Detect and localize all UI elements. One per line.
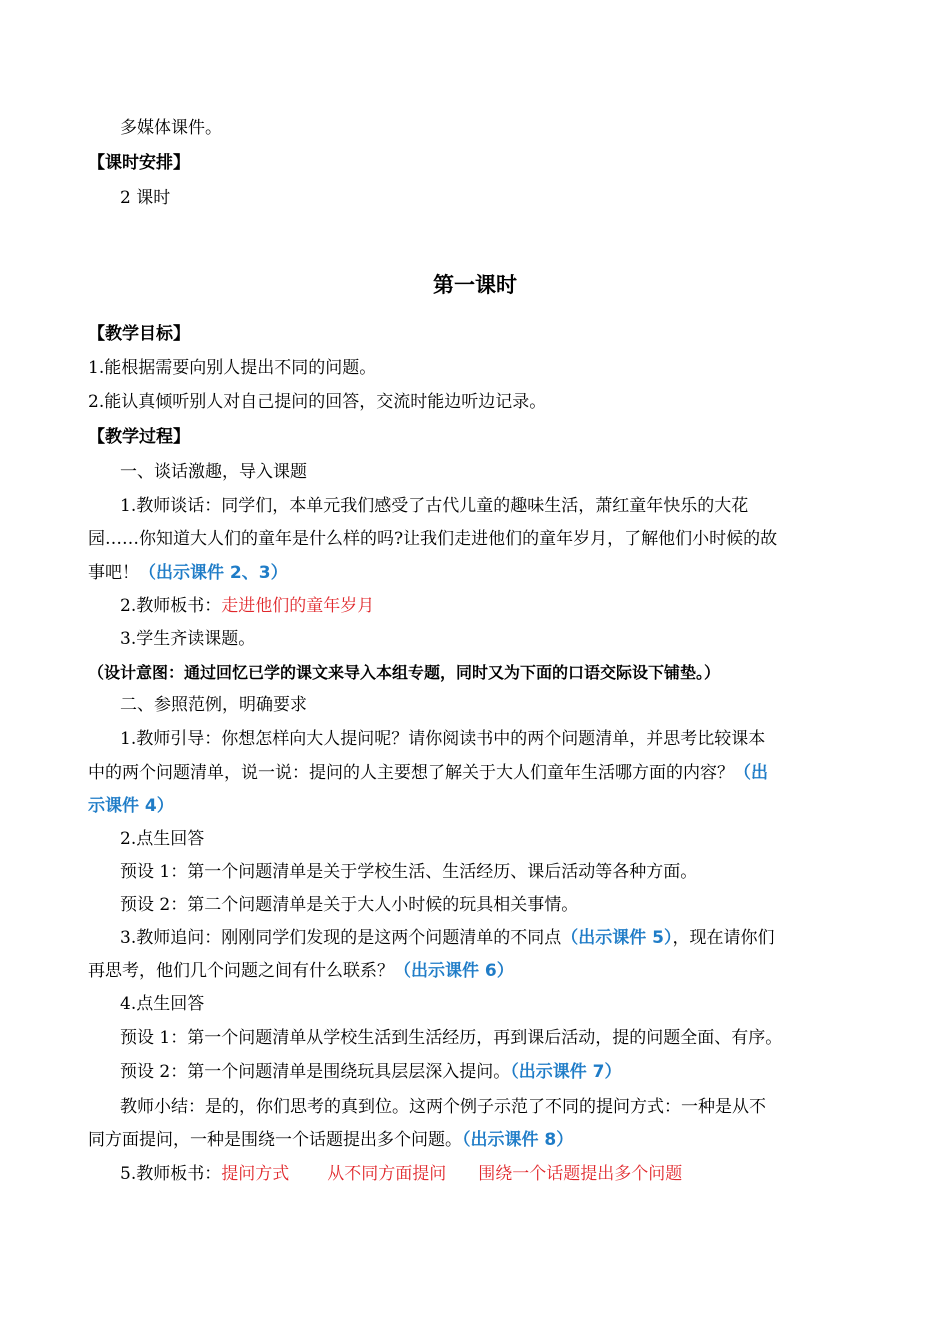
board-label: 2.教师板书：: [120, 596, 222, 616]
section2-p3-line2-text: 再思考，他们几个问题之间有什么联系？: [88, 961, 394, 981]
board-text: 走进他们的童年岁月: [221, 596, 375, 616]
board-label: 5.教师板书：: [120, 1164, 222, 1184]
design-note: （设计意图：通过回忆已学的课文来导入本组专题，同时又为下面的口语交际设下铺垫。）: [88, 663, 721, 682]
section2-p1-line2-text: 中的两个问题清单，说一说：提问的人主要想了解关于大人们童年生活哪方面的内容？: [88, 763, 734, 783]
process-heading: 【教学过程】: [88, 427, 190, 447]
courseware-ref: （出示课件 6）: [394, 961, 514, 981]
summary-line1: 教师小结：是的，你们思考的真到位。这两个例子示范了不同的提问方式：一种是从不: [120, 1097, 766, 1117]
courseware-ref: （出: [734, 763, 768, 783]
section2-p2: 2.点生回答: [120, 829, 205, 849]
section2-p5: [120, 1158, 900, 1191]
section2-p1-line2: [88, 757, 868, 790]
section1-p3: 3.学生齐读课题。: [120, 629, 256, 649]
section2-p4-preset2: [120, 1056, 900, 1089]
summary-line2: [88, 1124, 868, 1157]
courseware-ref: （出示课件 7）: [510, 1062, 622, 1082]
board-text: 围绕一个话题提出多个问题: [478, 1164, 683, 1184]
section2-p2-preset2: 预设 2：第二个问题清单是关于大人小时候的玩具相关事情。: [120, 895, 579, 915]
board-text: 提问方式: [221, 1164, 290, 1184]
summary-line2-text: 同方面提问，一种是围绕一个话题提出多个问题。: [88, 1130, 462, 1150]
section2-p4: 4.点生回答: [120, 994, 205, 1014]
section2-p1-line1: 1.教师引导：你想怎样向大人提问呢？请你阅读书中的两个问题清单，并思考比较课本: [120, 729, 766, 749]
schedule-heading: 【课时安排】: [88, 153, 190, 173]
section1-p1-line1: 1.教师谈话：同学们，本单元我们感受了古代儿童的趣味生活，萧红童年快乐的大花: [120, 496, 749, 516]
courseware-ref: 示课件 4）: [88, 796, 174, 816]
section2-p4-preset2-text: 预设 2：第一个问题清单是围绕玩具层层深入提问。: [120, 1062, 511, 1082]
board-text: 从不同方面提问: [327, 1164, 447, 1184]
section1-title: 一、谈话激趣，导入课题: [120, 462, 307, 482]
section2-p4-preset1: 预设 1：第一个问题清单从学校生活到生活经历，再到课后活动，提的问题全面、有序。: [120, 1028, 783, 1048]
objectives-heading: 【教学目标】: [88, 324, 190, 344]
courseware-ref: （出示课件 8）: [462, 1130, 574, 1150]
section2-p3-line1: [120, 922, 900, 955]
section2-p2-preset1: 预设 1：第一个问题清单是关于学校生活、生活经历、课后活动等各种方面。: [120, 862, 698, 882]
courseware-ref: （出示课件 5）: [561, 928, 673, 948]
objective-item: 1.能根据需要向别人提出不同的问题。: [88, 358, 377, 378]
section2-p3-line2: [88, 955, 868, 988]
section1-p1-line3-text: 事吧！: [88, 563, 139, 583]
section1-p1-line2: 园……你知道大人们的童年是什么样的吗?让我们走进他们的童年岁月，了解他们小时候的故: [88, 529, 778, 549]
section2-title: 二、参照范例，明确要求: [120, 695, 307, 715]
section1-p1-line3: [88, 557, 868, 590]
section1-p2: [120, 590, 900, 623]
materials-text: 多媒体课件。: [120, 118, 222, 138]
objective-item: 2.能认真倾听别人对自己提问的回答，交流时能边听边记录。: [88, 392, 547, 412]
lesson-title: 第一课时: [433, 273, 517, 297]
section2-p3-text-end: ，现在请你们: [672, 928, 775, 948]
section2-p3-text: 3.教师追问：刚刚同学们发现的是这两个问题清单的不同点: [120, 928, 562, 948]
courseware-ref: （出示课件 2、3）: [139, 563, 288, 583]
schedule-value: 2 课时: [120, 188, 171, 208]
